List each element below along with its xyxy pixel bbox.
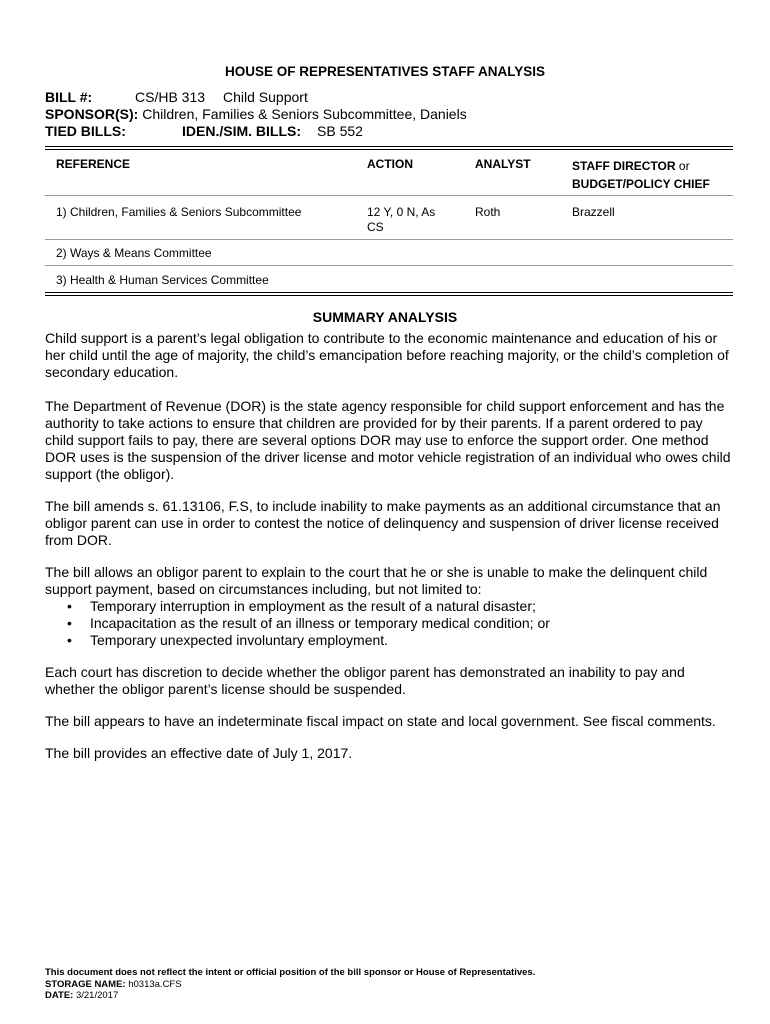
date-value: 3/21/2017 bbox=[75, 990, 119, 1001]
summary-paragraph: Child support is a parent’s legal obligation to contribute to the economic maintenance and education of his or her child until the age of majority, the child’s emancipation before reaching majority, or the child’s completion of secondary education. bbox=[45, 330, 729, 380]
row1-action-line1: 12 Y, 0 N, As bbox=[367, 205, 436, 219]
sponsor-line bbox=[45, 106, 467, 123]
sponsor-label: SPONSOR(S): bbox=[45, 106, 139, 122]
storage-label: STORAGE NAME bbox=[45, 978, 123, 990]
row-divider-2 bbox=[45, 265, 733, 266]
row3-reference: 3) Health & Human Services Committee bbox=[56, 273, 269, 287]
row1-analyst: Roth bbox=[475, 205, 501, 219]
date-label: DATE bbox=[45, 990, 71, 1001]
summary-paragraph: The bill appears to have an indeterminate fiscal impact on state and local government. See fiscal comments. bbox=[45, 713, 716, 729]
bill-label: BILL #: bbox=[45, 89, 93, 105]
row1-action-line2: CS bbox=[367, 220, 384, 234]
footer-disclaimer: This document does not reflect the intent or official position of the bill sponsor or House of Representatives. bbox=[45, 967, 536, 978]
tied-bills-line bbox=[45, 123, 363, 140]
row1-action bbox=[367, 205, 435, 235]
page-title: HOUSE OF REPRESENTATIVES STAFF ANALYSIS bbox=[224, 64, 546, 79]
bill-number: CS/HB 313 bbox=[135, 89, 206, 105]
summary-heading: SUMMARY ANALYSIS bbox=[312, 309, 458, 325]
circumstance-list bbox=[45, 598, 735, 649]
bullet-icon: • bbox=[67, 615, 72, 631]
table-top-rule bbox=[45, 146, 733, 150]
summary-body bbox=[45, 330, 735, 762]
row2-reference: 2) Ways & Means Committee bbox=[56, 246, 212, 260]
staff-or-label: or bbox=[678, 159, 690, 173]
table-bottom-rule bbox=[45, 292, 733, 296]
col-analyst: ANALYST bbox=[475, 157, 531, 171]
col-staff-director bbox=[572, 157, 710, 193]
list-item: • Temporary unexpected involuntary employment. bbox=[67, 632, 389, 648]
staff-director-label: STAFF DIRECTOR bbox=[572, 159, 676, 173]
col-action: ACTION bbox=[367, 157, 413, 171]
list-item: • Incapacitation as the result of an illness or temporary medical condition; or bbox=[67, 615, 550, 631]
storage-value: h0313a.CFS bbox=[128, 978, 182, 990]
header-divider bbox=[45, 195, 733, 196]
tied-bills-label: TIED BILLS: bbox=[45, 123, 126, 139]
bill-line bbox=[45, 89, 308, 106]
iden-sim-value: SB 552 bbox=[317, 123, 363, 139]
bullet-icon: • bbox=[67, 632, 72, 648]
summary-paragraph: The bill allows an obligor parent to explain to the court that he or she is unable to make the delinquent child support payment, based on circumstances including, but not limited to: bbox=[45, 564, 708, 597]
summary-paragraph: The bill provides an effective date of July 1, 2017. bbox=[45, 745, 353, 761]
col-reference: REFERENCE bbox=[56, 157, 131, 171]
summary-paragraph: The Department of Revenue (DOR) is the state agency responsible for child support enforcement and has the authority to take actions to ensure that children are provided for by their parents. If a parent ordered to pay child support fails to pay, there are several options DOR may use to enforce the support order. One method DOR uses is the suspension of the driver license and motor vehicle registration of an individual who owes child support (the obligor). bbox=[45, 398, 731, 482]
row-divider-1 bbox=[45, 239, 733, 240]
summary-paragraph: Each court has discretion to decide whether the obligor parent has demonstrated an inability to pay and whether the obligor parent’s license should be suspended. bbox=[45, 664, 685, 697]
footer: This document does not reflect the intent or official position of the bill sponsor or House of Representatives. STORAGE NAME: h0313a.CFS DATE: 3/21/2017 bbox=[45, 967, 536, 1001]
summary-paragraph: The bill amends s. 61.13106, F.S, to include inability to make payments as an additional circumstance that an obligor parent can use in order to contest the notice of delinquency and suspension of driver license received from DOR. bbox=[45, 498, 721, 548]
bullet-icon: • bbox=[67, 598, 72, 614]
list-item: • Temporary interruption in employment as the result of a natural disaster; bbox=[67, 598, 536, 614]
bill-name: Child Support bbox=[223, 89, 308, 105]
iden-sim-label: IDEN./SIM. BILLS: bbox=[182, 123, 301, 139]
row1-director: Brazzell bbox=[572, 205, 615, 219]
sponsor-value: Children, Families & Seniors Subcommittee, Daniels bbox=[142, 106, 467, 122]
budget-chief-label: BUDGET/POLICY CHIEF bbox=[572, 177, 710, 191]
row1-reference: 1) Children, Families & Seniors Subcommittee bbox=[56, 205, 302, 219]
